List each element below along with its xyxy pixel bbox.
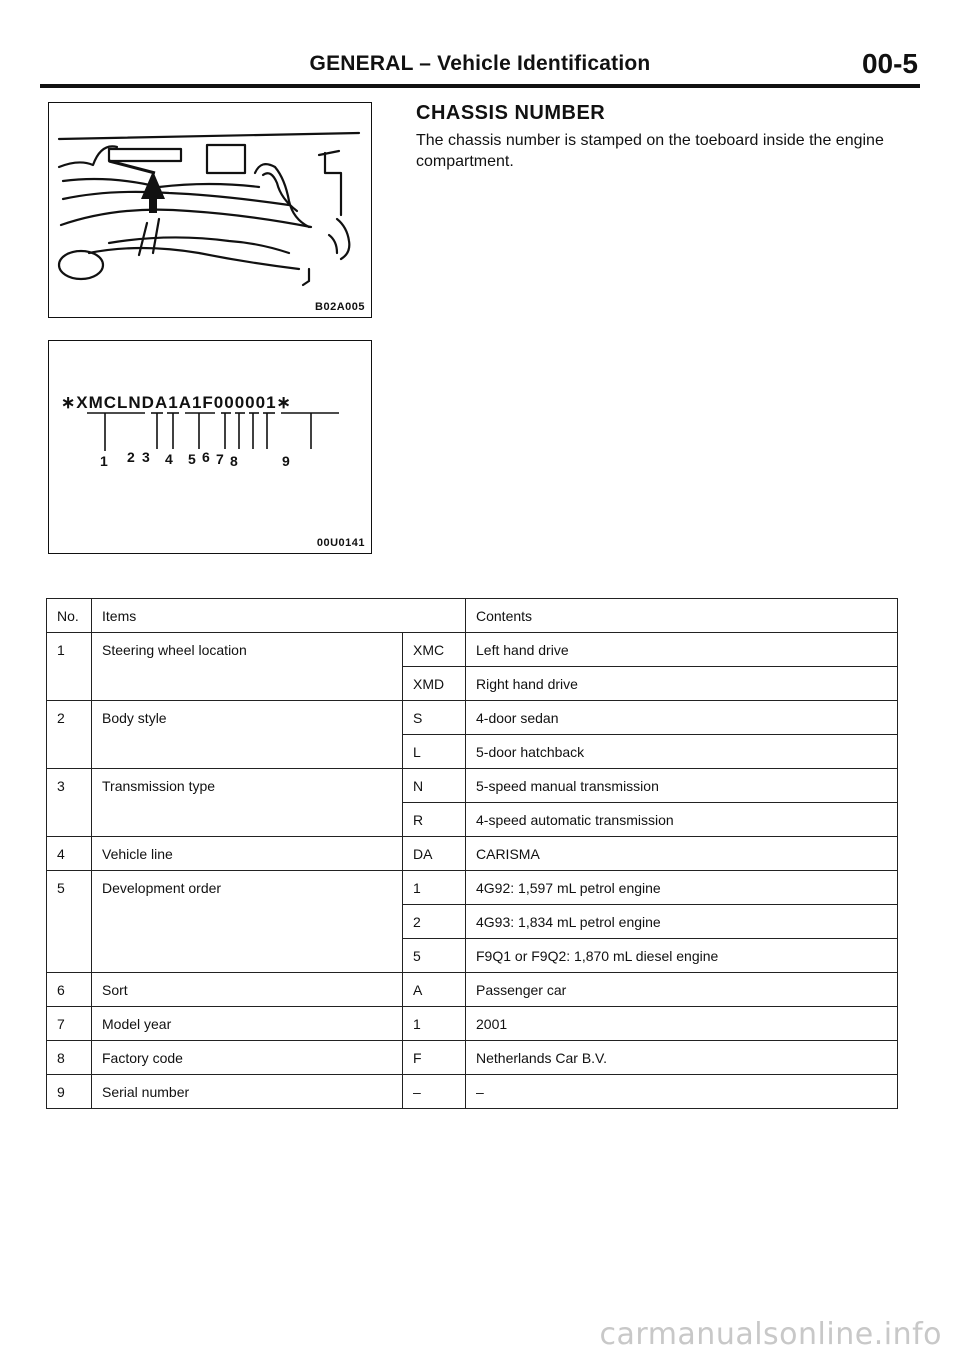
row-no [47, 735, 92, 769]
row-code: XMC [403, 633, 466, 667]
row-content: Right hand drive [466, 667, 898, 701]
row-item: Development order [92, 871, 403, 905]
header-no: No. [47, 599, 92, 633]
page-title: GENERAL – Vehicle Identification [309, 52, 651, 75]
page-number: 00-5 [861, 48, 918, 79]
row-content: 4-speed automatic transmission [466, 803, 898, 837]
row-code: F [403, 1041, 466, 1075]
vin-position-9: 9 [282, 453, 290, 469]
row-content: Left hand drive [466, 633, 898, 667]
row-no [47, 803, 92, 837]
row-no [47, 905, 92, 939]
row-item: Factory code [92, 1041, 403, 1075]
vin-position-6: 6 [202, 449, 210, 465]
table-row [47, 735, 898, 769]
header-contents: Contents [466, 599, 898, 633]
row-content: CARISMA [466, 837, 898, 871]
row-item: Transmission type [92, 769, 403, 803]
header-items: Items [92, 599, 466, 633]
vin-position-1: 1 [100, 453, 108, 469]
row-no: 9 [47, 1075, 92, 1109]
row-content: 2001 [466, 1007, 898, 1041]
table-row [47, 633, 898, 667]
vin-position-8: 8 [230, 453, 238, 469]
row-content: 4-door sedan [466, 701, 898, 735]
row-item: Serial number [92, 1075, 403, 1109]
table-row [47, 973, 898, 1007]
watermark: carmanualsonline.info [599, 1317, 942, 1352]
row-code: 5 [403, 939, 466, 973]
row-no: 6 [47, 973, 92, 1007]
figure-code: 00U0141 [316, 537, 365, 549]
row-item: Body style [92, 701, 403, 735]
row-item [92, 735, 403, 769]
row-code: R [403, 803, 466, 837]
section-body: The chassis number is stamped on the toeboard inside the engine compartment. [416, 132, 884, 170]
row-no [47, 939, 92, 973]
table-row [47, 803, 898, 837]
row-code: S [403, 701, 466, 735]
row-code: – [403, 1075, 466, 1109]
vin-position-4: 4 [165, 451, 173, 467]
vin-figure [48, 340, 372, 554]
vin-position-3: 3 [142, 449, 150, 465]
table-row [47, 905, 898, 939]
row-content: 5-door hatchback [466, 735, 898, 769]
row-content: Passenger car [466, 973, 898, 1007]
row-code: XMD [403, 667, 466, 701]
table-row [47, 769, 898, 803]
table-header-row [47, 599, 898, 633]
table-row [47, 837, 898, 871]
engine-compartment-drawing [49, 103, 371, 317]
vin-string: ∗XMCLNDA1A1F000001∗ [61, 393, 292, 412]
row-item: Steering wheel location [92, 633, 403, 667]
row-item [92, 939, 403, 973]
row-content: 5-speed manual transmission [466, 769, 898, 803]
row-no: 8 [47, 1041, 92, 1075]
row-content: 4G93: 1,834 mL petrol engine [466, 905, 898, 939]
row-code: L [403, 735, 466, 769]
vin-position-7: 7 [216, 451, 224, 467]
row-code: 2 [403, 905, 466, 939]
row-no: 5 [47, 871, 92, 905]
row-item: Vehicle line [92, 837, 403, 871]
section-title: CHASSIS NUMBER [416, 102, 606, 124]
row-item [92, 803, 403, 837]
row-item [92, 667, 403, 701]
vin-diagram [49, 341, 371, 553]
row-content: – [466, 1075, 898, 1109]
table-row [47, 1007, 898, 1041]
row-no: 4 [47, 837, 92, 871]
row-content: 4G92: 1,597 mL petrol engine [466, 871, 898, 905]
row-code: 1 [403, 1007, 466, 1041]
table-row [47, 667, 898, 701]
row-no: 7 [47, 1007, 92, 1041]
engine-compartment-figure [48, 102, 372, 318]
vin-position-5: 5 [188, 451, 196, 467]
row-no: 2 [47, 701, 92, 735]
row-no: 1 [47, 633, 92, 667]
row-item: Model year [92, 1007, 403, 1041]
row-content: Netherlands Car B.V. [466, 1041, 898, 1075]
table-row [47, 1041, 898, 1075]
row-no [47, 667, 92, 701]
row-no: 3 [47, 769, 92, 803]
page-header [40, 48, 920, 88]
row-code: 1 [403, 871, 466, 905]
row-item [92, 905, 403, 939]
figure-code: B02A005 [315, 301, 365, 313]
row-content: F9Q1 or F9Q2: 1,870 mL diesel engine [466, 939, 898, 973]
table-row [47, 701, 898, 735]
vin-position-2: 2 [127, 449, 135, 465]
row-code: N [403, 769, 466, 803]
table-row [47, 1075, 898, 1109]
vin-leader-lines [49, 341, 371, 553]
table-row [47, 939, 898, 973]
row-code: DA [403, 837, 466, 871]
row-code: A [403, 973, 466, 1007]
row-item: Sort [92, 973, 403, 1007]
table-row [47, 871, 898, 905]
chassis-number-table [46, 598, 898, 1109]
